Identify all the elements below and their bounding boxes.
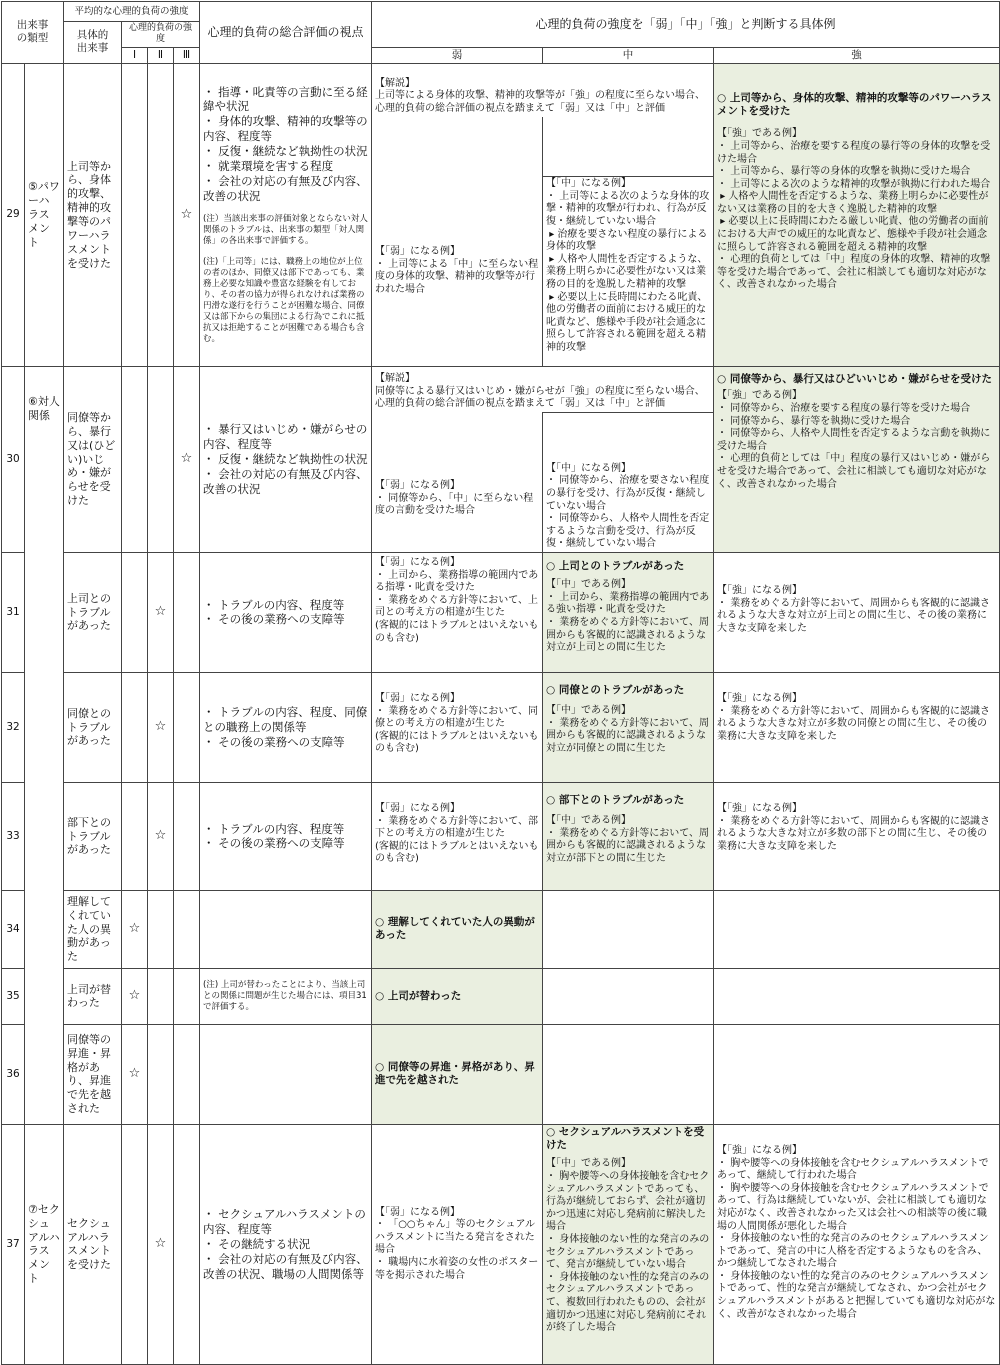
item-number: 36 — [2, 1024, 25, 1124]
category-interpersonal: ⑥対人関係 — [25, 367, 64, 1125]
mid-title: ○ セクシュアルハラスメントを受けた — [546, 1125, 705, 1152]
header-viewpoint: 心理的負荷の総合評価の視点 — [200, 2, 372, 64]
viewpoint-text: ・ 暴行又はいじめ・嫌がらせの内容、程度等 ・ 反復・継続など執拗性の状況 ・ 会社の対応の有無及び内容、改善の状況 — [200, 367, 372, 553]
note-text: (注）当該出来事の評価対象とならない対人関係のトラブルは、出来事の類型「対人関係」の各出来事で評価する。 — [203, 214, 368, 247]
strong-examples: 【「強」である例】 ・ 同僚等から、治療を要する程度の暴行等を受けた場合 ・ 同僚等から、暴行等を執拗に受けた場合 ・ 同僚等から、人格や人間性を否定するような言動を執拗に受けた場合 ・ 心理的負荷としては「中」程度の暴行又はいじめ・嫌がらせを受けた場合であって、会社に相談しても適切な対応がなく、改善されなかった場合 — [717, 390, 991, 490]
table-row — [2, 63, 1000, 116]
strong-examples: 【「強」になる例】 ・ 業務をめぐる方針等において、周囲からも客観的に認識されるような大きな対立が上司との間に生じ、その後の業務に大きな支障を来した — [714, 552, 1000, 672]
strong-cell — [714, 367, 1000, 553]
weak-title: ○ 上司が替わった — [372, 968, 543, 1024]
table-row — [2, 367, 1000, 413]
mid-examples: 【「中」である例】 ・ 上司から、業務指導の範囲内である強い指導・叱責を受けた ・ 業務をめぐる方針等において、周囲からも客観的に認識されるような対立が上司との間に生じた — [546, 579, 710, 654]
strong-title: ○ 同僚等から、暴行又はひどいいじめ・嫌がらせを受けた — [717, 373, 993, 386]
header-level-1: Ⅰ — [122, 47, 148, 63]
stress-evaluation-table — [1, 1, 1000, 1365]
category-sexual-harassment: ⑦セクシュアルハラスメント — [25, 1124, 64, 1364]
strength-star: ☆ — [148, 782, 174, 890]
event-name: 上司が替わった — [64, 968, 122, 1024]
strong-examples: 【「強」になる例】 ・ 業務をめぐる方針等において、周囲からも客観的に認識されるような大きな対立が多数の部下との間に生じ、その後の業務に大きな支障を来した — [714, 782, 1000, 890]
mid-cell — [543, 552, 714, 672]
strong-examples: 【「強」である例】 ・ 上司等から、治療を要する程度の暴行等の身体的攻撃を受けた場合 ・ 上司等から、暴行等の身体的攻撃を執拗に受けた場合 ・ 上司等による次のような精神的攻撃が執拗に行われた場合 ▸ 人格や人間性を否定するような、業務上明らかに必要性がない又は業務の目的を大きく逸脱した精神的攻撃 ▸ 必要以上に長時間にわたる厳しい叱責、他の労働者の面前における大声での威圧的な叱責など、態様や手段が社会通念に照らして許容される範囲を超える精神的攻撃 ・ 心理的負荷としては「中」程度の身体的攻撃、精神的攻撃等を受けた場合であって、会社に相談しても適切な対応がなく、改善されなかった場合 — [717, 128, 991, 291]
event-name: セクシュアルハラスメントを受けた — [64, 1124, 122, 1364]
weak-examples: 【「弱」になる例】 ・ 上司から、業務指導の範囲内である指導・叱責を受けた ・ 業務をめぐる方針等において、上司との考え方の相違が生じた (客観的にはトラブルとはいえないものも含む) — [372, 552, 543, 672]
table-row — [2, 782, 1000, 890]
table-row — [2, 968, 1000, 1024]
strength-star: ☆ — [174, 367, 200, 553]
mid-examples: 【「中」である例】 ・ 業務をめぐる方針等において、周囲からも客観的に認識されるような対立が部下との間に生じた — [546, 815, 709, 864]
table-row — [2, 890, 1000, 968]
strength-star: ☆ — [122, 1024, 148, 1124]
header-level-2: Ⅱ — [148, 47, 174, 63]
strong-examples: 【「強」になる例】 ・ 業務をめぐる方針等において、周囲からも客観的に認識されるような大きな対立が多数の同僚との間に生じ、その後の業務に大きな支障を来した — [714, 672, 1000, 782]
strength-star: ☆ — [122, 968, 148, 1024]
table-row — [2, 552, 1000, 672]
viewpoint-text: ・ セクシュアルハラスメントの内容、程度等 ・ その継続する状況 ・ 会社の対応の有無及び内容、改善の状況、職場の人間関係等 — [200, 1124, 372, 1364]
explanation-text: 【解説】 同僚等による暴行又はいじめ・嫌がらせが「強」の程度に至らない場合、心理的負荷の総合評価の視点を踏まえて「弱」又は「中」と評価 — [372, 367, 714, 413]
header-level-3: Ⅲ — [174, 47, 200, 63]
table-row — [2, 1024, 1000, 1124]
item-number: 29 — [2, 63, 25, 366]
item-number: 31 — [2, 552, 25, 672]
header-mid: 中 — [543, 47, 714, 63]
strong-examples: 【「強」になる例】 ・ 胸や腰等への身体接触を含むセクシュアルハラスメントであって、継続して行われた場合 ・ 胸や腰等への身体接触を含むセクシュアルハラスメントであって、行為は継続していないが、会社に相談しても適切な対応がなく、改善されなかった又は会社への相談等の後に職場の人間関係が悪化した場合 ・ 身体接触のない性的な発言のみのセクシュアルハラスメントであって、発言の中に人格を否定するようなものを含み、かつ継続してなされた場合 ・ 身体接触のない性的な発言のみのセクシュアルハラスメントであって、性的な発言が継続してなされ、かつ会社がセクシュアルハラスメントがあると把握していても適切な対応がなく、改善がなされなかった場合 — [714, 1124, 1000, 1364]
header-examples: 心理的負荷の強度を「弱」「中」「強」と判断する具体例 — [372, 2, 1000, 48]
header-average-strength: 平均的な心理的負荷の強度 — [64, 2, 200, 22]
weak-title: ○ 同僚等の昇進・昇格があり、昇進で先を越された — [372, 1024, 543, 1124]
item-number: 33 — [2, 782, 25, 890]
viewpoint-text: ・ トラブルの内容、程度等 ・ その後の業務への支障等 — [200, 782, 372, 890]
event-name: 同僚等から、暴行又は(ひどい)いじめ・嫌がらせを受けた — [64, 367, 122, 553]
strength-star: ☆ — [148, 552, 174, 672]
mid-cell — [543, 1124, 714, 1364]
item-number: 32 — [2, 672, 25, 782]
category-power-harassment: ⑤パワーハラスメント — [25, 63, 64, 366]
header-load-strength: 心理的負荷の強度 — [122, 22, 200, 48]
mid-cell — [543, 782, 714, 890]
mid-examples: 【「中」になる例】 ・ 上司等による次のような身体的攻撃・精神的攻撃が行われ、行為が反復・継続していない場合 ▸ 治療を要さない程度の暴行による身体的攻撃 ▸ 人格や人間性を否定するような、業務上明らかに必要性がない又は業務の目的を逸脱した精神的攻撃 ▸ 必要以上に長時間にわたる叱責、他の労働者の面前における威圧的な叱責など、態様や手段が社会通念に照らして許容される範囲を超える精神的攻撃 — [543, 177, 714, 367]
table-row — [2, 672, 1000, 782]
item-number: 37 — [2, 1124, 25, 1364]
event-name: 同僚等の昇進・昇格があり、昇進で先を越された — [64, 1024, 122, 1124]
strength-star: ☆ — [148, 1124, 174, 1364]
event-name: 同僚とのトラブルがあった — [64, 672, 122, 782]
viewpoint-text: ・ 指導・叱責等の言動に至る経緯や状況 ・ 身体的攻撃、精神的攻撃等の内容、程度等 ・ 反復・継続など執拗性の状況 ・ 就業環境を害する程度 ・ 会社の対応の有無及び内容、改善の状況 — [203, 84, 368, 204]
mid-title: ○ 同僚とのトラブルがあった — [546, 683, 685, 696]
mid-title: ○ 部下とのトラブルがあった — [546, 793, 685, 806]
header-specific-event: 具体的 出来事 — [64, 22, 122, 64]
mid-examples: 【「中」である例】 ・ 業務をめぐる方針等において、周囲からも客観的に認識されるような対立が同僚との間に生じた — [546, 705, 709, 754]
event-name: 部下とのトラブルがあった — [64, 782, 122, 890]
weak-examples: 【「弱」になる例】 ・ 上司等による「中」に至らない程度の身体的攻撃、精神的攻撃等が行われた場合 — [372, 177, 543, 367]
strength-star: ☆ — [122, 890, 148, 968]
weak-title: ○ 理解してくれていた人の異動があった — [372, 890, 543, 968]
event-name: 上司等から、身体的攻撃、精神的攻撃等のパワーハラスメントを受けた — [64, 63, 122, 366]
mid-examples: 【「中」になる例】 ・ 同僚等から、治療を要さない程度の暴行を受け、行為が反復・継続していない場合 ・ 同僚等から、人格や人間性を否定するような言動を受け、行為が反復・継続していない場合 — [543, 412, 714, 552]
event-name: 理解してくれていた人の異動があった — [64, 890, 122, 968]
item-number: 35 — [2, 968, 25, 1024]
mid-cell — [543, 672, 714, 782]
note-text: (注) 上司が替わったことにより、当該上司との関係に問題が生じた場合には、項目31で評価する。 — [200, 968, 372, 1024]
weak-examples: 【「弱」になる例】 ・ 「○○ちゃん」等のセクシュアルハラスメントに当たる発言をされた場合 ・ 職場内に水着姿の女性のポスター等を掲示された場合 — [372, 1124, 543, 1364]
strength-star: ☆ — [148, 672, 174, 782]
item-number: 30 — [2, 367, 25, 553]
viewpoint-text: ・ トラブルの内容、程度、同僚との職務上の関係等 ・ その後の業務への支障等 — [200, 672, 372, 782]
table-row — [2, 1124, 1000, 1364]
weak-examples: 【「弱」になる例】 ・ 業務をめぐる方針等において、部下との考え方の相違が生じた (客観的にはトラブルとはいえないものも含む) — [372, 782, 543, 890]
event-name: 上司とのトラブルがあった — [64, 552, 122, 672]
header-weak: 弱 — [372, 47, 543, 63]
strong-cell — [714, 63, 1000, 366]
explanation-text: 【解説】 上司等による身体的攻撃、精神的攻撃等が「強」の程度に至らない場合、心理的負荷の総合評価の視点を踏まえて「弱」又は「中」と評価 — [372, 63, 714, 116]
weak-examples: 【「弱」になる例】 ・ 業務をめぐる方針等において、同僚との考え方の相違が生じた (客観的にはトラブルとはいえないものも含む) — [372, 672, 543, 782]
header-event-type: 出来事 の類型 — [2, 2, 64, 64]
note-text: (注)「上司等」には、職務上の地位が上位の者のほか、同僚又は部下であっても、業務上必要な知識や豊富な経験を有しており、その者の協力が得られなければ業務の円滑な遂行を行うことが困難な場合、同僚又は部下からの集団による行為でこれに抵抗又は拒絶することが困難である場合も含む。 — [203, 257, 365, 345]
mid-examples: 【「中」である例】 ・ 胸や腰等への身体接触を含むセクシュアルハラスメントであっても、行為が継続しておらず、会社が適切かつ迅速に対応し発病前に解決した場合 ・ 身体接触のない性的な発言のみのセクシュアルハラスメントであって、発言が継続していない場合 ・ 身体接触のない性的な発言のみのセクシュアルハラスメントであって、複数回行われたものの、会社が適切かつ迅速に対応し発病前にそれが終了した場合 — [546, 1158, 710, 1334]
weak-examples: 【「弱」になる例】 ・ 同僚等から、「中」に至らない程度の言動を受けた場合 — [372, 412, 543, 552]
viewpoint-text: ・ トラブルの内容、程度等 ・ その後の業務への支障等 — [200, 552, 372, 672]
viewpoint-cell — [200, 63, 372, 366]
mid-title: ○ 上司とのトラブルがあった — [546, 559, 685, 572]
strength-star: ☆ — [174, 63, 200, 366]
item-number: 34 — [2, 890, 25, 968]
header-strong: 強 — [714, 47, 1000, 63]
strong-title: ○ 上司等から、身体的攻撃、精神的攻撃等のパワーハラスメントを受けた — [717, 91, 992, 118]
